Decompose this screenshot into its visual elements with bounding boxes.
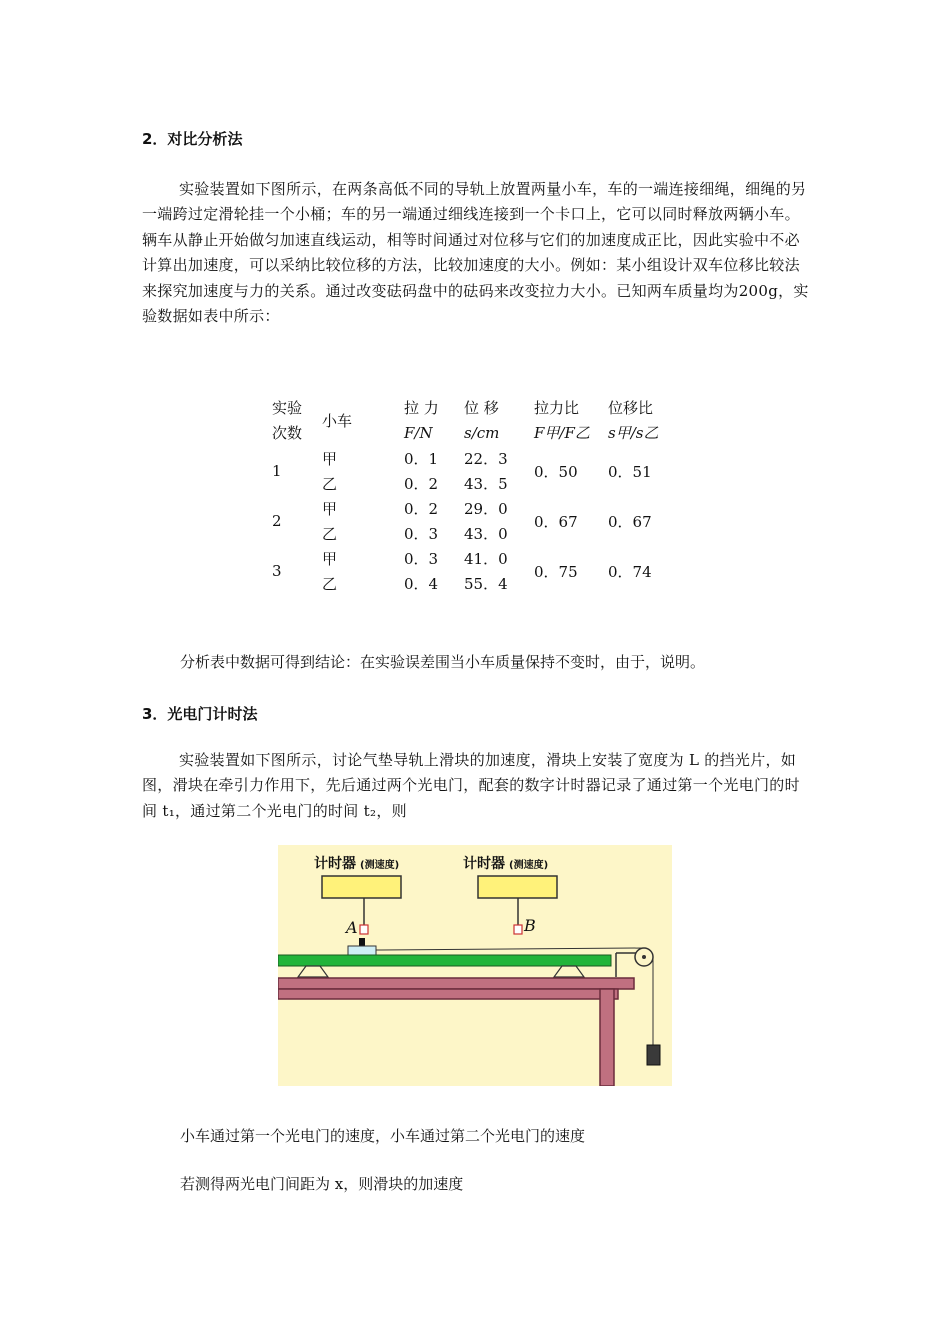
air-track: [278, 955, 611, 966]
header-fratio-line1: 拉力比: [534, 399, 580, 417]
table-leg: [600, 989, 614, 1086]
header-disp-line1: 位 移: [464, 399, 499, 417]
disp-cell: 41．0: [464, 550, 508, 568]
header-disp-line2: s/cm: [464, 424, 500, 442]
section-2-conclusion: 分析表中数据可得到结论：在实验误差围当小车质量保持不变时，由于，说明。: [180, 653, 706, 671]
cart-cell: 乙: [322, 475, 338, 493]
photogate-apparatus-figure: [278, 845, 672, 1086]
table-row: [272, 496, 678, 521]
light-shield: [359, 938, 365, 946]
disp-cell: 55．4: [464, 575, 508, 593]
gate-a-label: A: [346, 918, 358, 937]
experiment-data-table: [272, 396, 678, 596]
header-cart: 小车: [322, 411, 353, 430]
header-displacement: [464, 396, 534, 446]
disp-ratio-cell: 0．74: [608, 562, 652, 581]
force-ratio-cell: 0．75: [534, 562, 578, 581]
header-fratio-line2: F甲/F乙: [534, 424, 590, 442]
timer-b-sublabel: (测速度): [509, 860, 549, 871]
force-cell: 0．3: [404, 525, 439, 543]
table-top: [278, 978, 634, 989]
section-2-heading: 2．对比分析法: [142, 130, 243, 148]
force-ratio-cell: 0．50: [534, 462, 578, 481]
photogate-a: [360, 925, 368, 934]
header-force-ratio: [534, 396, 608, 446]
photogate-b: [514, 925, 522, 934]
timer-a-box: [322, 876, 401, 898]
force-cell: 0．4: [404, 575, 439, 593]
force-cell: 0．3: [404, 550, 439, 568]
pulley-axle: [642, 955, 646, 959]
timer-a-sublabel: (测速度): [360, 860, 400, 871]
header-disp-ratio: [608, 396, 678, 446]
header-force: [404, 396, 464, 446]
cart-cell: 甲: [322, 550, 338, 568]
header-force-line1: 拉 力: [404, 399, 439, 417]
disp-cell: 43．5: [464, 475, 508, 493]
header-trial-line2: 次数: [272, 424, 303, 442]
cart-cell: 甲: [322, 450, 338, 468]
section-2-paragraph: 实验装置如下图所示，在两条高低不同的导轨上放置两量小车，车的一端连接细绳，细绳的另一端跨过定滑轮挂一个小桶；车的另一端通过细线连接到一个卡口上，它可以同时释放两辆小车。辆车从静止开始做匀加速直线运动，相等时间通过对位移与它们的加速度成正比，因此实验中不必计算出加速度，可以采纳比较位移的方法，比较加速度的大小。例如：某小组设计双车位移比较法来探究加速度与力的关系。通过改变砝码盘中的砝码来改变拉力大小。已知两车质量均为200g，实验数据如表中所示：: [142, 180, 809, 326]
force-cell: 0．2: [404, 500, 439, 518]
trial-cell: 1: [272, 462, 282, 480]
gate-b-label: B: [524, 916, 536, 935]
disp-ratio-cell: 0．51: [608, 462, 652, 481]
velocity-line: 小车通过第一个光电门的速度，小车通过第二个光电门的速度: [180, 1127, 586, 1145]
hanging-weight: [647, 1045, 660, 1065]
cart-cell: 甲: [322, 500, 338, 518]
header-sratio-line2: s甲/s乙: [608, 424, 659, 442]
trial-cell: 2: [272, 512, 282, 530]
table-row: [272, 546, 678, 571]
table-row: [272, 446, 678, 471]
cart-cell: 乙: [322, 525, 338, 543]
disp-cell: 29．0: [464, 500, 508, 518]
acceleration-line: 若测得两光电门间距为 x，则滑块的加速度: [180, 1175, 464, 1193]
header-trial-line1: 实验: [272, 399, 303, 417]
section-3-paragraph: 实验装置如下图所示，讨论气垫导轨上滑块的加速度，滑块上安装了宽度为 L 的挡光片，如图，滑块在牵引力作用下，先后通过两个光电门，配套的数字计时器记录了通过第一个光电门的时间 t₁，通过第二个光电门的时间 t₂，则: [142, 751, 800, 820]
timer-b-box: [478, 876, 557, 898]
table-header-row: [272, 396, 678, 446]
disp-cell: 22．3: [464, 450, 508, 468]
trial-cell: 3: [272, 562, 282, 580]
timer-a-label: 计时器: [314, 856, 356, 872]
section-3-heading: 3．光电门计时法: [142, 705, 258, 723]
header-force-line2: F/N: [404, 424, 433, 442]
disp-ratio-cell: 0．67: [608, 512, 652, 531]
header-trial: [272, 396, 322, 446]
table-apron: [278, 989, 618, 999]
cart-cell: 乙: [322, 575, 338, 593]
force-ratio-cell: 0．67: [534, 512, 578, 531]
force-cell: 0．2: [404, 475, 439, 493]
force-cell: 0．1: [404, 450, 439, 468]
timer-b-label: 计时器: [463, 856, 505, 872]
header-sratio-line1: 位移比: [608, 399, 654, 417]
disp-cell: 43．0: [464, 525, 508, 543]
